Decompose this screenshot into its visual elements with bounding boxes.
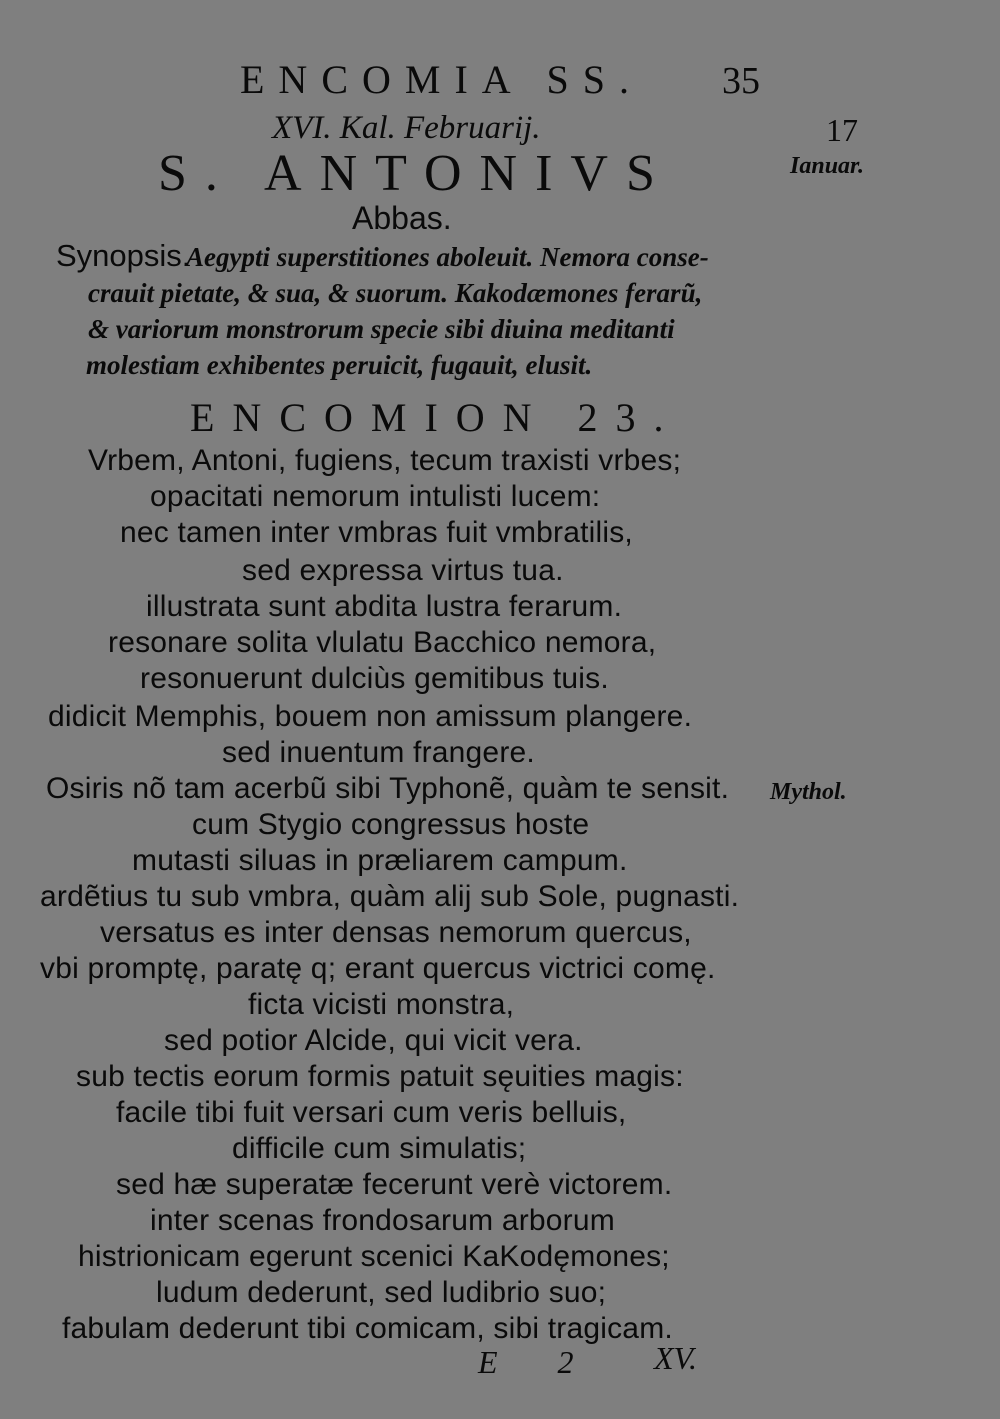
synopsis-line: molestiam exhibentes peruicit, fugauit, elusit.: [86, 350, 593, 380]
verse-line: fabulam dederunt tibi comicam, sibi tragicam.: [62, 1312, 673, 1345]
verse-line: didicit Memphis, bouem non amissum plangere.: [48, 700, 693, 733]
verse-line: sed expressa virtus tua.: [242, 554, 564, 587]
verse-line: difficile cum simulatis;: [232, 1132, 527, 1165]
synopsis-line: Aegypti superstitiones aboleuit. Nemora conse-: [186, 242, 709, 272]
page-number: 35: [722, 60, 760, 102]
verse-line: Vrbem, Antoni, fugiens, tecum traxisti vrbes;: [88, 444, 682, 477]
verse-line: histrionicam egerunt scenici KaKodęmones;: [78, 1240, 670, 1273]
verse-line: Osiris nõ tam acerbũ sibi Typhonẽ, quàm te sensit.: [46, 772, 730, 805]
verse-line: sed potior Alcide, qui vicit vera.: [164, 1024, 583, 1057]
verse-line: mutasti siluas in præliarem campum.: [132, 844, 628, 877]
verse-line: inter scenas frondosarum arborum: [150, 1204, 615, 1237]
section-title: ENCOMION 23.: [190, 395, 682, 440]
verse-line: resonare solita vlulatu Bacchico nemora,: [108, 626, 657, 659]
verse-line: resonuerunt dulciùs gemitibus tuis.: [140, 662, 609, 695]
synopsis-line: & variorum monstrorum specie sibi diuina meditanti: [88, 314, 675, 344]
verse-line: ardẽtius tu sub vmbra, quàm alij sub Sole, pugnasti.: [40, 880, 740, 913]
verse-line: sed inuentum frangere.: [222, 736, 535, 769]
running-title: ENCOMIA SS.: [240, 57, 643, 102]
verse-line: ludum dederunt, sed ludibrio suo;: [156, 1276, 607, 1309]
verse-line: sub tectis eorum formis patuit sęuities magis:: [76, 1060, 684, 1093]
saint-role: Abbas.: [352, 200, 452, 236]
margin-note: Mythol.: [770, 779, 847, 805]
verse-line: sed hæ superatæ fecerunt verè victorem.: [116, 1168, 673, 1201]
verse-line: versatus es inter densas nemorum quercus,: [100, 916, 692, 949]
synopsis-label: Synopsis.: [56, 238, 191, 273]
signature-mark: E 2: [478, 1344, 600, 1380]
verse-line: illustrata sunt abdita lustra ferarum.: [146, 590, 623, 623]
verse-line: ficta vicisti monstra,: [248, 988, 515, 1021]
margin-month: Ianuar.: [790, 153, 865, 179]
verse-line: opacitati nemorum intulisti lucem:: [150, 480, 601, 513]
saint-name: S. ANTONIVS: [158, 145, 673, 202]
verse-line: cum Stygio congressus hoste: [192, 808, 590, 841]
synopsis-line: crauit pietate, & sua, & suorum. Kakodæmones ferarũ,: [88, 278, 703, 308]
feast-date: XVI. Kal. Februarij.: [272, 110, 541, 146]
verse-line: vbi promptę, paratę q; erant quercus victrici comę.: [40, 952, 716, 985]
verse-line: nec tamen inter vmbras fuit vmbratilis,: [120, 516, 633, 549]
margin-day: 17: [826, 112, 858, 148]
verse-line: facile tibi fuit versari cum veris belluis,: [116, 1096, 627, 1129]
catchword: XV.: [654, 1340, 697, 1376]
